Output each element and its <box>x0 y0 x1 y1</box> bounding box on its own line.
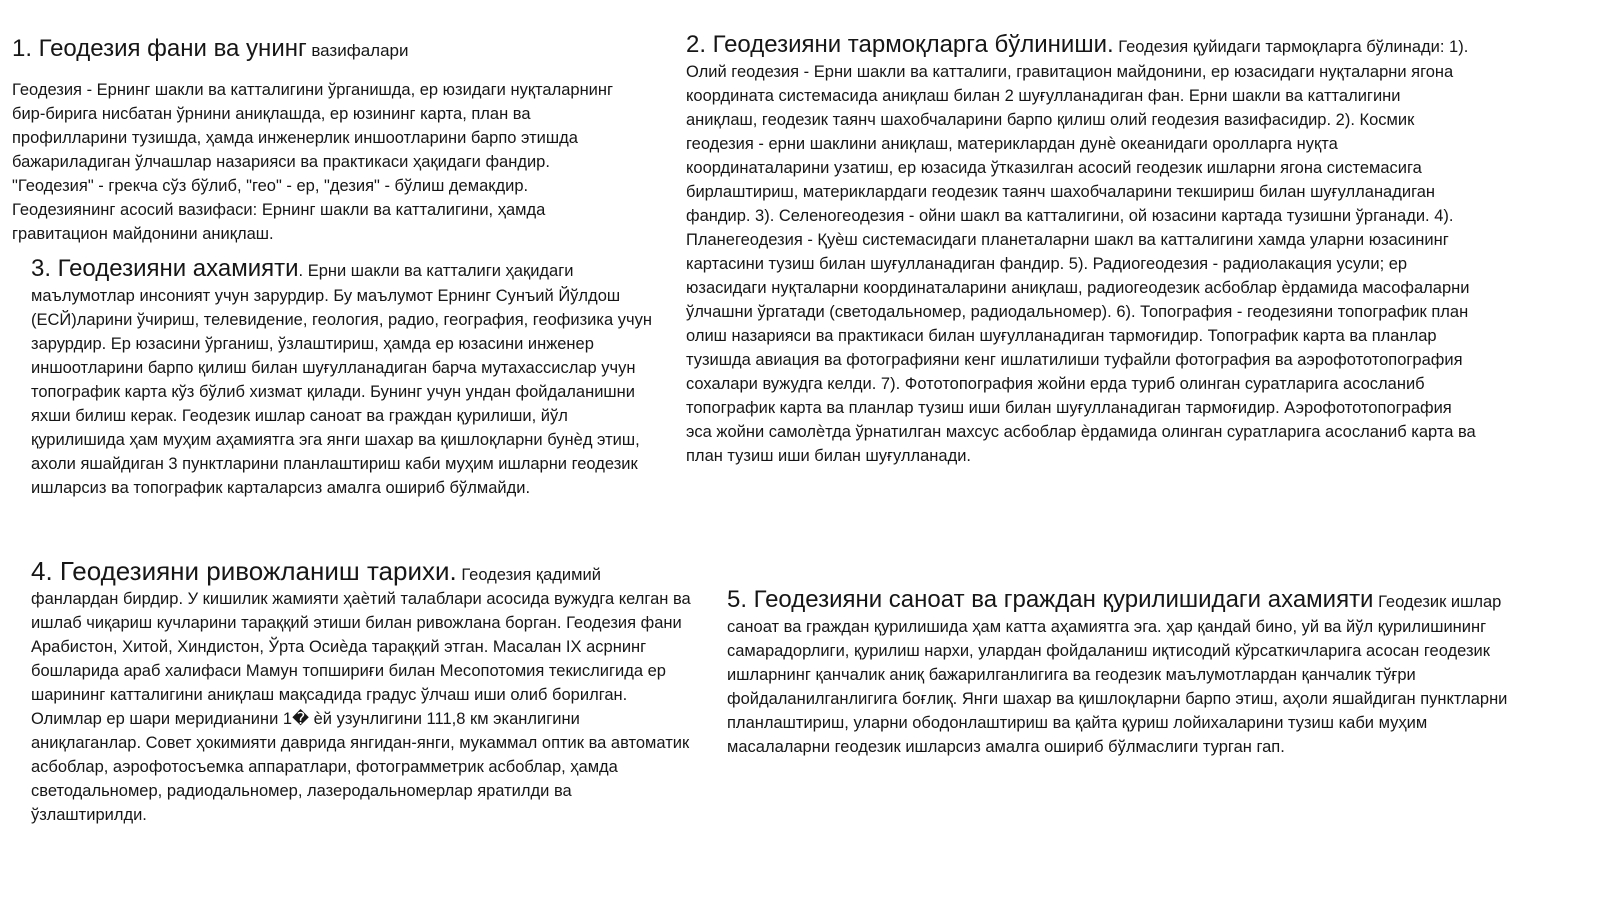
section-1-title: 1. Геодезия фани ва унинг <box>12 35 307 62</box>
section-1-title-tail: вазифалари <box>311 41 409 60</box>
section-4-title: 4. Геодезияни ривожланиш тарихи. <box>31 556 457 586</box>
section-2-title: 2. Геодезияни тармоқларга бўлиниши. <box>686 31 1114 58</box>
section-3-body: . Ерни шакли ва катталиги ҳақидаги маълумотлар инсоният учун зарурдир. Бу маълумот Ернинг Сунъий Йўлдош (ЕСЙ)ларини ўчириш, телевидение, геология, радио, география, геофизика учун зарурдир. Ер юзасини ўрганиш, ўзлаштириш, ҳамда ер юзасини инженер иншоотларини барпо қилиш билан шуғулланадиган барча мутахассислар учун топографик карта кўз бўлиб хизмат қилади. Бунинг учун ундан фойдаланишни яхши билиш керак. Геодезик ишлар саноат ва граждан қурилиши, йўл қурилишида ҳам муҳим аҳамиятга эга янги шахар ва қишлоқларни бунѐд этиш, ахоли яшайдиган 3 пунктларини планлаштириш каби муҳим ишларни геодезик ишларсиз ва топографик карталарсиз амалга ошириб бўлмайди. <box>31 262 652 497</box>
section-geodesy-tasks <box>12 34 632 246</box>
section-5-title: 5. Геодезияни саноат ва граждан қурилишидаги ахамияти <box>727 586 1374 613</box>
section-4-body: Геодезия қадимий фанлардан бирдир. У кишилик жамияти ҳаѐтий талаблари асосида вужудга келган ва ишлаб чиқариш кучларини тараққий этиши билан ривожлана борган. Геодезия фани Арабистон, Хитой, Хиндистон, Ўрта Осиѐда тараққий этган. Масалан IX асрнинг бошларида араб халифаси Мамун топшириғи билан Месопотомия текислигида ер шарининг катталигини аниқлаш мақсадида градус ўлчаш иши олиб борилган. Олимлар ер шари меридианини 1� ѐй узунлигини 111,8 км эканлигини аниқлаганлар. Совет ҳокимияти даврида янгидан-янги, мукаммал оптик ва автоматик асбоблар, аэрофотосъемка аппаратлари, фотограмметрик асбоблар, ҳамда светодальномер, радиодальномер, лазеродальномерлар яратилди ва ўзлаштирилди. <box>31 566 691 824</box>
section-geodesy-construction <box>727 585 1527 759</box>
section-1-body: Геодезия - Ернинг шакли ва катталигини ўрганишда, ер юзидаги нуқталарнинг бир-бирига нисбатан ўрнини аниқлашда, ер юзининг карта, план ва профилларини тузишда, ҳамда инженерлик иншоотларини барпо этишда бажариладиган ўлчашлар назарияси ва практикаси ҳақидаги фандир. "Геодезия" - грекча сўз бўлиб, "гео" - ер, "дезия" - бўлиш демакдир. Геодезиянинг асосий вазифаси: Ернинг шакли ва катталигини, ҳамда гравитацион майдонини аниқлаш. <box>12 81 614 243</box>
section-2-body: Геодезия қуйидаги тармоқларга бўлинади: 1). Олий геодезия - Ерни шакли ва катталиги, гравитацион майдонини, ер юзасидаги нуқталарни ягона координата системасида аниқлаш билан 2 шуғулланадиган фан. Ерни шакли ва катталигини аниқлаш, геодезик таянч шахобчаларини барпо қилиш олий геодезия вазифасидир. 2). Космик геодезия - ерни шаклини аниқлаш, материклардан дунѐ океанидаги ороллaрга нуқта координаталарини узатиш, ер юзасида ўтказилган асосий геодезик ишларни ягона системасига бирлаштириш, материклардаги геодезик таянч шахобчаларини текшириш билан шуғулланадиган фандир. 3). Селеногеодезия - ойни шакл ва катталигини, ой юзасини картада тузишни ўрганади. 4). Планегеодезия - Қуѐш системасидаги планеталарни шакл ва катталигини хамда уларни юзасининг картасини тузиш билан шуғулланадиган фандир. 5). Радиогеодезия - радиолакация усули; ер юзасидаги нуқталарни координаталарини аниқлаш, радиогеодезик асбоблар ѐрдамида масофаларни ўлчашни ўргатади (светодальномер, радиодальномер). 6). Топография - геодезияни топографик план олиш назарияси ва практикаси билан шуғулланадиган тармоғидир. Топографик карта ва планлар тузишда авиация ва фотографияни кенг ишлатилиши туфайли фотография ва аэрофототопография сохалари вужудга келди. 7). Фототопография жойни ерда туриб олинган суратларига асосланиб топографик карта ва планлар тузиш иши билан шуғулланадиган тармоғидир. Аэрофототопография эса жойни самолѐтда ўрнатилган махсус асбоблар ѐрдамида олинган суратларига асосланиб карта ва план тузиш иши билан шуғулланади. <box>686 38 1476 465</box>
section-geodesy-branches <box>686 30 1476 468</box>
section-geodesy-importance <box>31 254 661 500</box>
section-5-body: Геодезик ишлар саноат ва граждан қурилишида ҳам катта аҳамиятга эга. ҳар қандай бино, уй ва йўл қурилишининг самарадорлиги, қурилиш нархи, улардан фойдаланиш иқтисодий кўрсаткичларига асосан геодезик ишларнинг қанчалик аниқ бажарилганлигига ва геодезик маълумотлардан қанчалик тўғри фойдаланилганлигига боғлиқ. Янги шахар ва қишлоқларни барпо этиш, аҳоли яшайдиган пунктларни планлаштириш, уларни ободонлаштириш ва қайта қуриш лойихаларини тузиш каби муҳим масалаларни геодезик ишларсиз амалга ошириб бўлмаслиги турган гап. <box>727 593 1508 756</box>
section-3-title: 3. Геодезияни ахамияти <box>31 255 299 282</box>
section-geodesy-history <box>31 556 691 827</box>
